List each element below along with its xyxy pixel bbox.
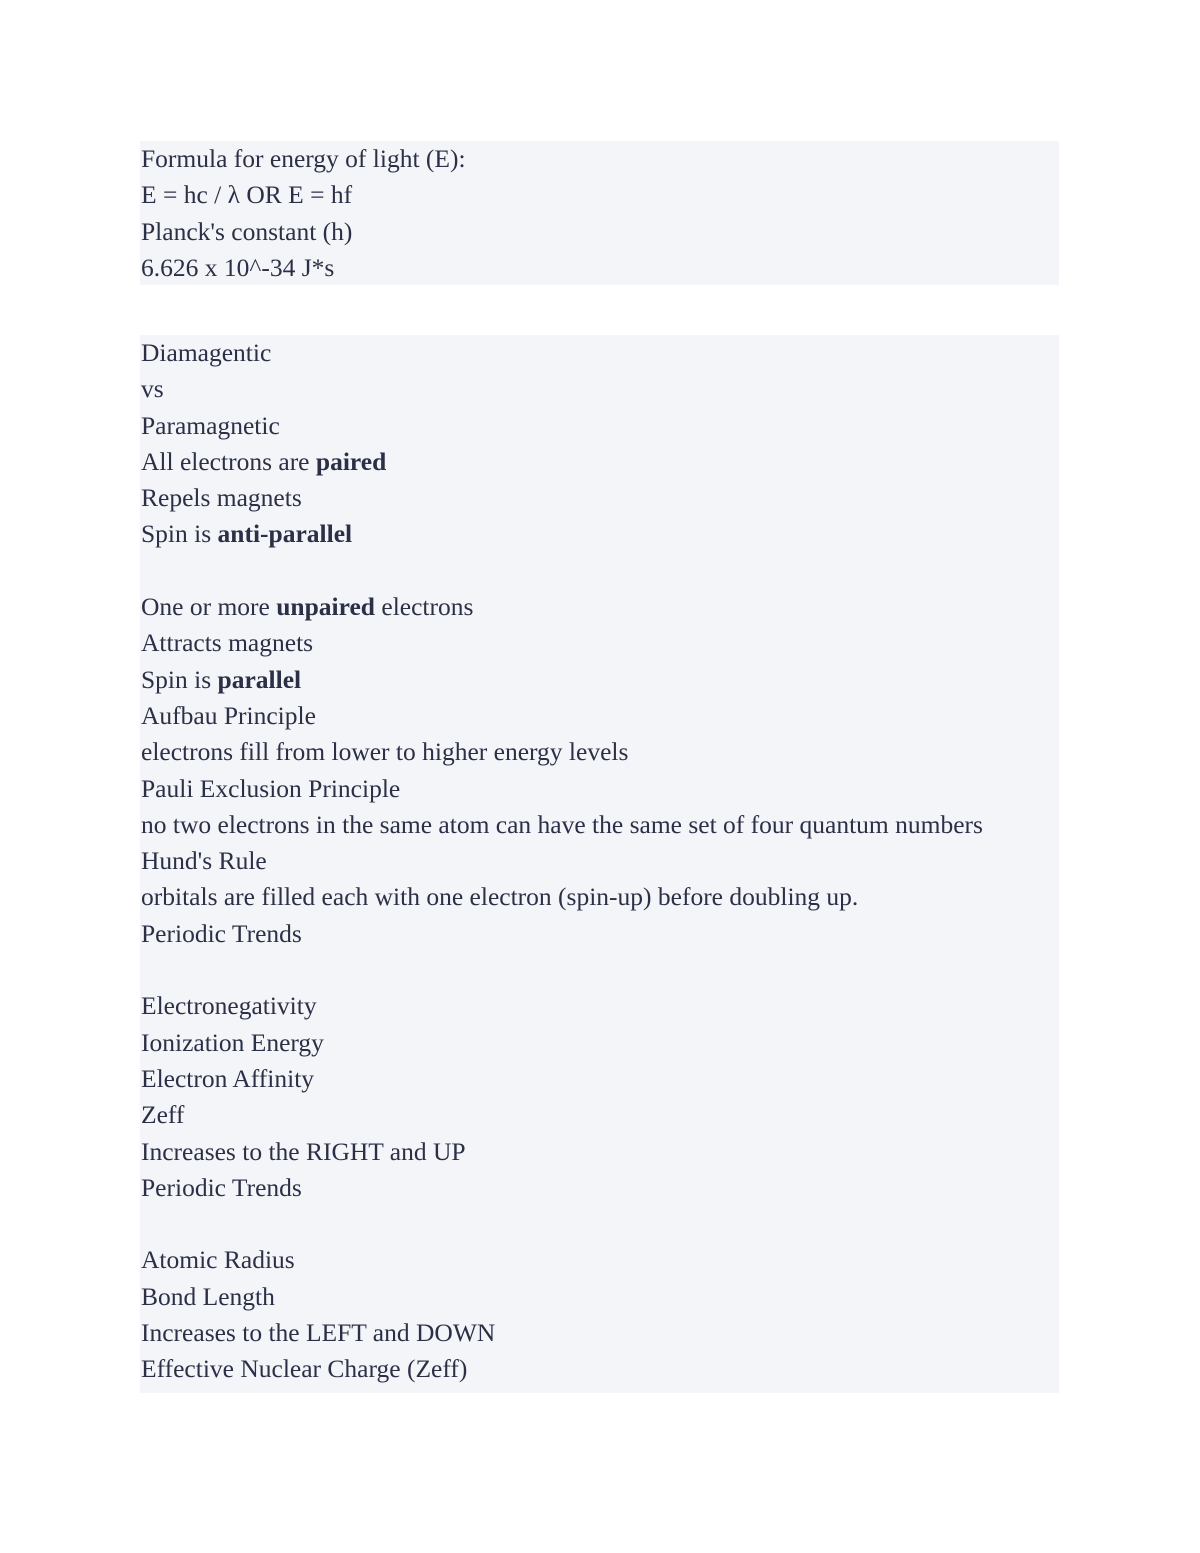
- card-text: [141, 141, 466, 286]
- flashcard-energy-of-light: [140, 141, 1059, 285]
- text-line: [141, 1025, 983, 1061]
- text-segment: Spin is: [141, 519, 218, 549]
- text-line: [141, 734, 983, 770]
- text-segment: Bond Length: [141, 1281, 275, 1311]
- bold-text: parallel: [217, 664, 302, 694]
- text-line: [141, 1061, 983, 1097]
- text-line: [141, 988, 983, 1024]
- text-line: [141, 214, 466, 250]
- text-segment: All electrons are: [141, 446, 316, 476]
- text-line: [141, 444, 983, 480]
- bold-text: unpaired: [276, 592, 375, 622]
- text-line: [141, 843, 983, 879]
- text-line: [141, 516, 983, 552]
- text-segment: Planck's constant (h): [141, 216, 353, 246]
- text-line: [141, 771, 983, 807]
- text-segment: Electronegativity: [141, 991, 317, 1021]
- text-line: [141, 698, 983, 734]
- text-segment: Increases to the LEFT and DOWN: [141, 1318, 496, 1348]
- text-segment: Zeff: [141, 1100, 185, 1130]
- text-line: [141, 371, 983, 407]
- text-segment: Ionization Energy: [141, 1027, 324, 1057]
- text-segment: One or more: [141, 592, 277, 622]
- text-segment: 6.626 x 10^-34 J*s: [141, 252, 335, 282]
- text-segment: Atomic Radius: [141, 1245, 295, 1275]
- text-line: [141, 177, 466, 213]
- flashcard-magnetism-and-periodic-trends: [140, 335, 1059, 1393]
- blank-line: [141, 1206, 983, 1242]
- text-line: [141, 1351, 983, 1387]
- text-segment: Aufbau Principle: [141, 700, 316, 730]
- text-segment: vs: [141, 374, 164, 404]
- text-line: [141, 141, 466, 177]
- text-line: [141, 625, 983, 661]
- text-line: [141, 1279, 983, 1315]
- text-segment: electrons: [375, 592, 474, 622]
- text-segment: Attracts magnets: [141, 628, 314, 658]
- text-segment: orbitals are filled each with one electron (spin-up) before doubling up.: [141, 882, 859, 912]
- text-segment: Diamagentic: [141, 338, 272, 367]
- card-text: [141, 335, 983, 1388]
- text-line: [141, 1134, 983, 1170]
- text-segment: no two electrons in the same atom can have the same set of four quantum numbers: [141, 809, 983, 839]
- text-line: [141, 879, 983, 915]
- text-line: [141, 1097, 983, 1133]
- text-line: [141, 1242, 983, 1278]
- bold-text: anti-parallel: [217, 519, 353, 549]
- text-line: [141, 1170, 983, 1206]
- text-segment: Hund's Rule: [141, 846, 267, 876]
- blank-line: [141, 952, 983, 988]
- text-line: [141, 807, 983, 843]
- text-segment: Periodic Trends: [141, 1172, 302, 1202]
- text-line: [141, 589, 983, 625]
- text-segment: E = hc / λ OR E = hf: [141, 180, 353, 210]
- text-segment: electrons fill from lower to higher energy levels: [141, 737, 629, 767]
- text-line: [141, 250, 466, 286]
- text-line: [141, 916, 983, 952]
- text-segment: Effective Nuclear Charge (Zeff): [141, 1354, 468, 1384]
- text-segment: Periodic Trends: [141, 918, 302, 948]
- text-line: [141, 408, 983, 444]
- bold-text: paired: [315, 446, 387, 476]
- text-line: [141, 480, 983, 516]
- text-line: [141, 662, 983, 698]
- text-segment: Electron Affinity: [141, 1063, 315, 1093]
- text-segment: Repels magnets: [141, 483, 302, 513]
- text-segment: Formula for energy of light (E):: [141, 144, 466, 173]
- text-segment: Paramagnetic: [141, 410, 280, 440]
- text-segment: Pauli Exclusion Principle: [141, 773, 401, 803]
- text-line: [141, 335, 983, 371]
- text-line: [141, 1315, 983, 1351]
- blank-line: [141, 553, 983, 589]
- text-segment: Spin is: [141, 664, 218, 694]
- text-segment: Increases to the RIGHT and UP: [141, 1136, 466, 1166]
